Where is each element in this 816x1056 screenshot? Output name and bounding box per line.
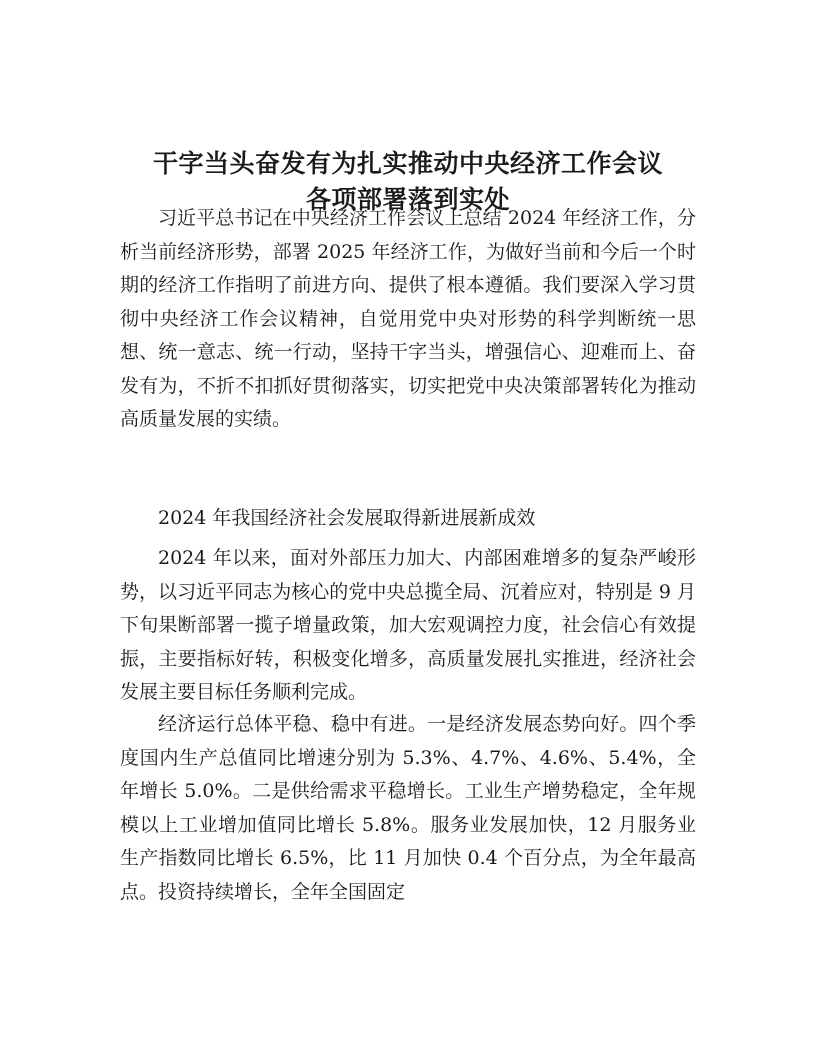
section-heading: 2024 年我国经济社会发展取得新进展新成效 — [158, 507, 536, 529]
intro-paragraph: 习近平总书记在中央经济工作会议上总结 2024 年经济工作，分析当前经济形势，部署 2025 年经济工作，为做好当前和今后一个时期的经济工作指明了前进方向、提供了根本遵循。我们要深入学习贯彻中央经济工作会议精神，自觉用党中央对形势的科学判断统一思想、统一意志、统一行动，坚持干字当头，增强信心、迎难而上、奋发有为，不折不扣抓好贯彻落实，切实把党中央决策部署转化为推动高质量发展的实绩。 — [120, 207, 696, 430]
document-title-line-1: 干字当头奋发有为扎实推动中央经济工作会议 — [152, 149, 663, 178]
body-paragraph: 经济运行总体平稳、稳中有进。一是经济发展态势向好。四个季度国内生产总值同比增速分别为 5.3%、4.7%、4.6%、5.4%，全年增长 5.0%。二是供给需求平稳增长。工业生产增势稳定，全年规模以上工业增加值同比增长 5.8%。服务业发展加快，12 月服务业生产指数同比增长 6.5%，比 11 月加快 0.4 个百分点，为全年最高点。投资持续增长，全年全国固定 — [120, 713, 696, 903]
document-title-line-2: 各项部署落到实处 — [305, 185, 510, 214]
body-paragraph: 2024 年以来，面对外部压力加大、内部困难增多的复杂严峻形势，以习近平同志为核心的党中央总揽全局、沉着应对，特别是 9 月下旬果断部署一揽子增量政策，加大宏观调控力度，社会信心有效提振，主要指标好转，积极变化增多，高质量发展扎实推进，经济社会发展主要目标任务顺利完成。 — [120, 547, 696, 703]
